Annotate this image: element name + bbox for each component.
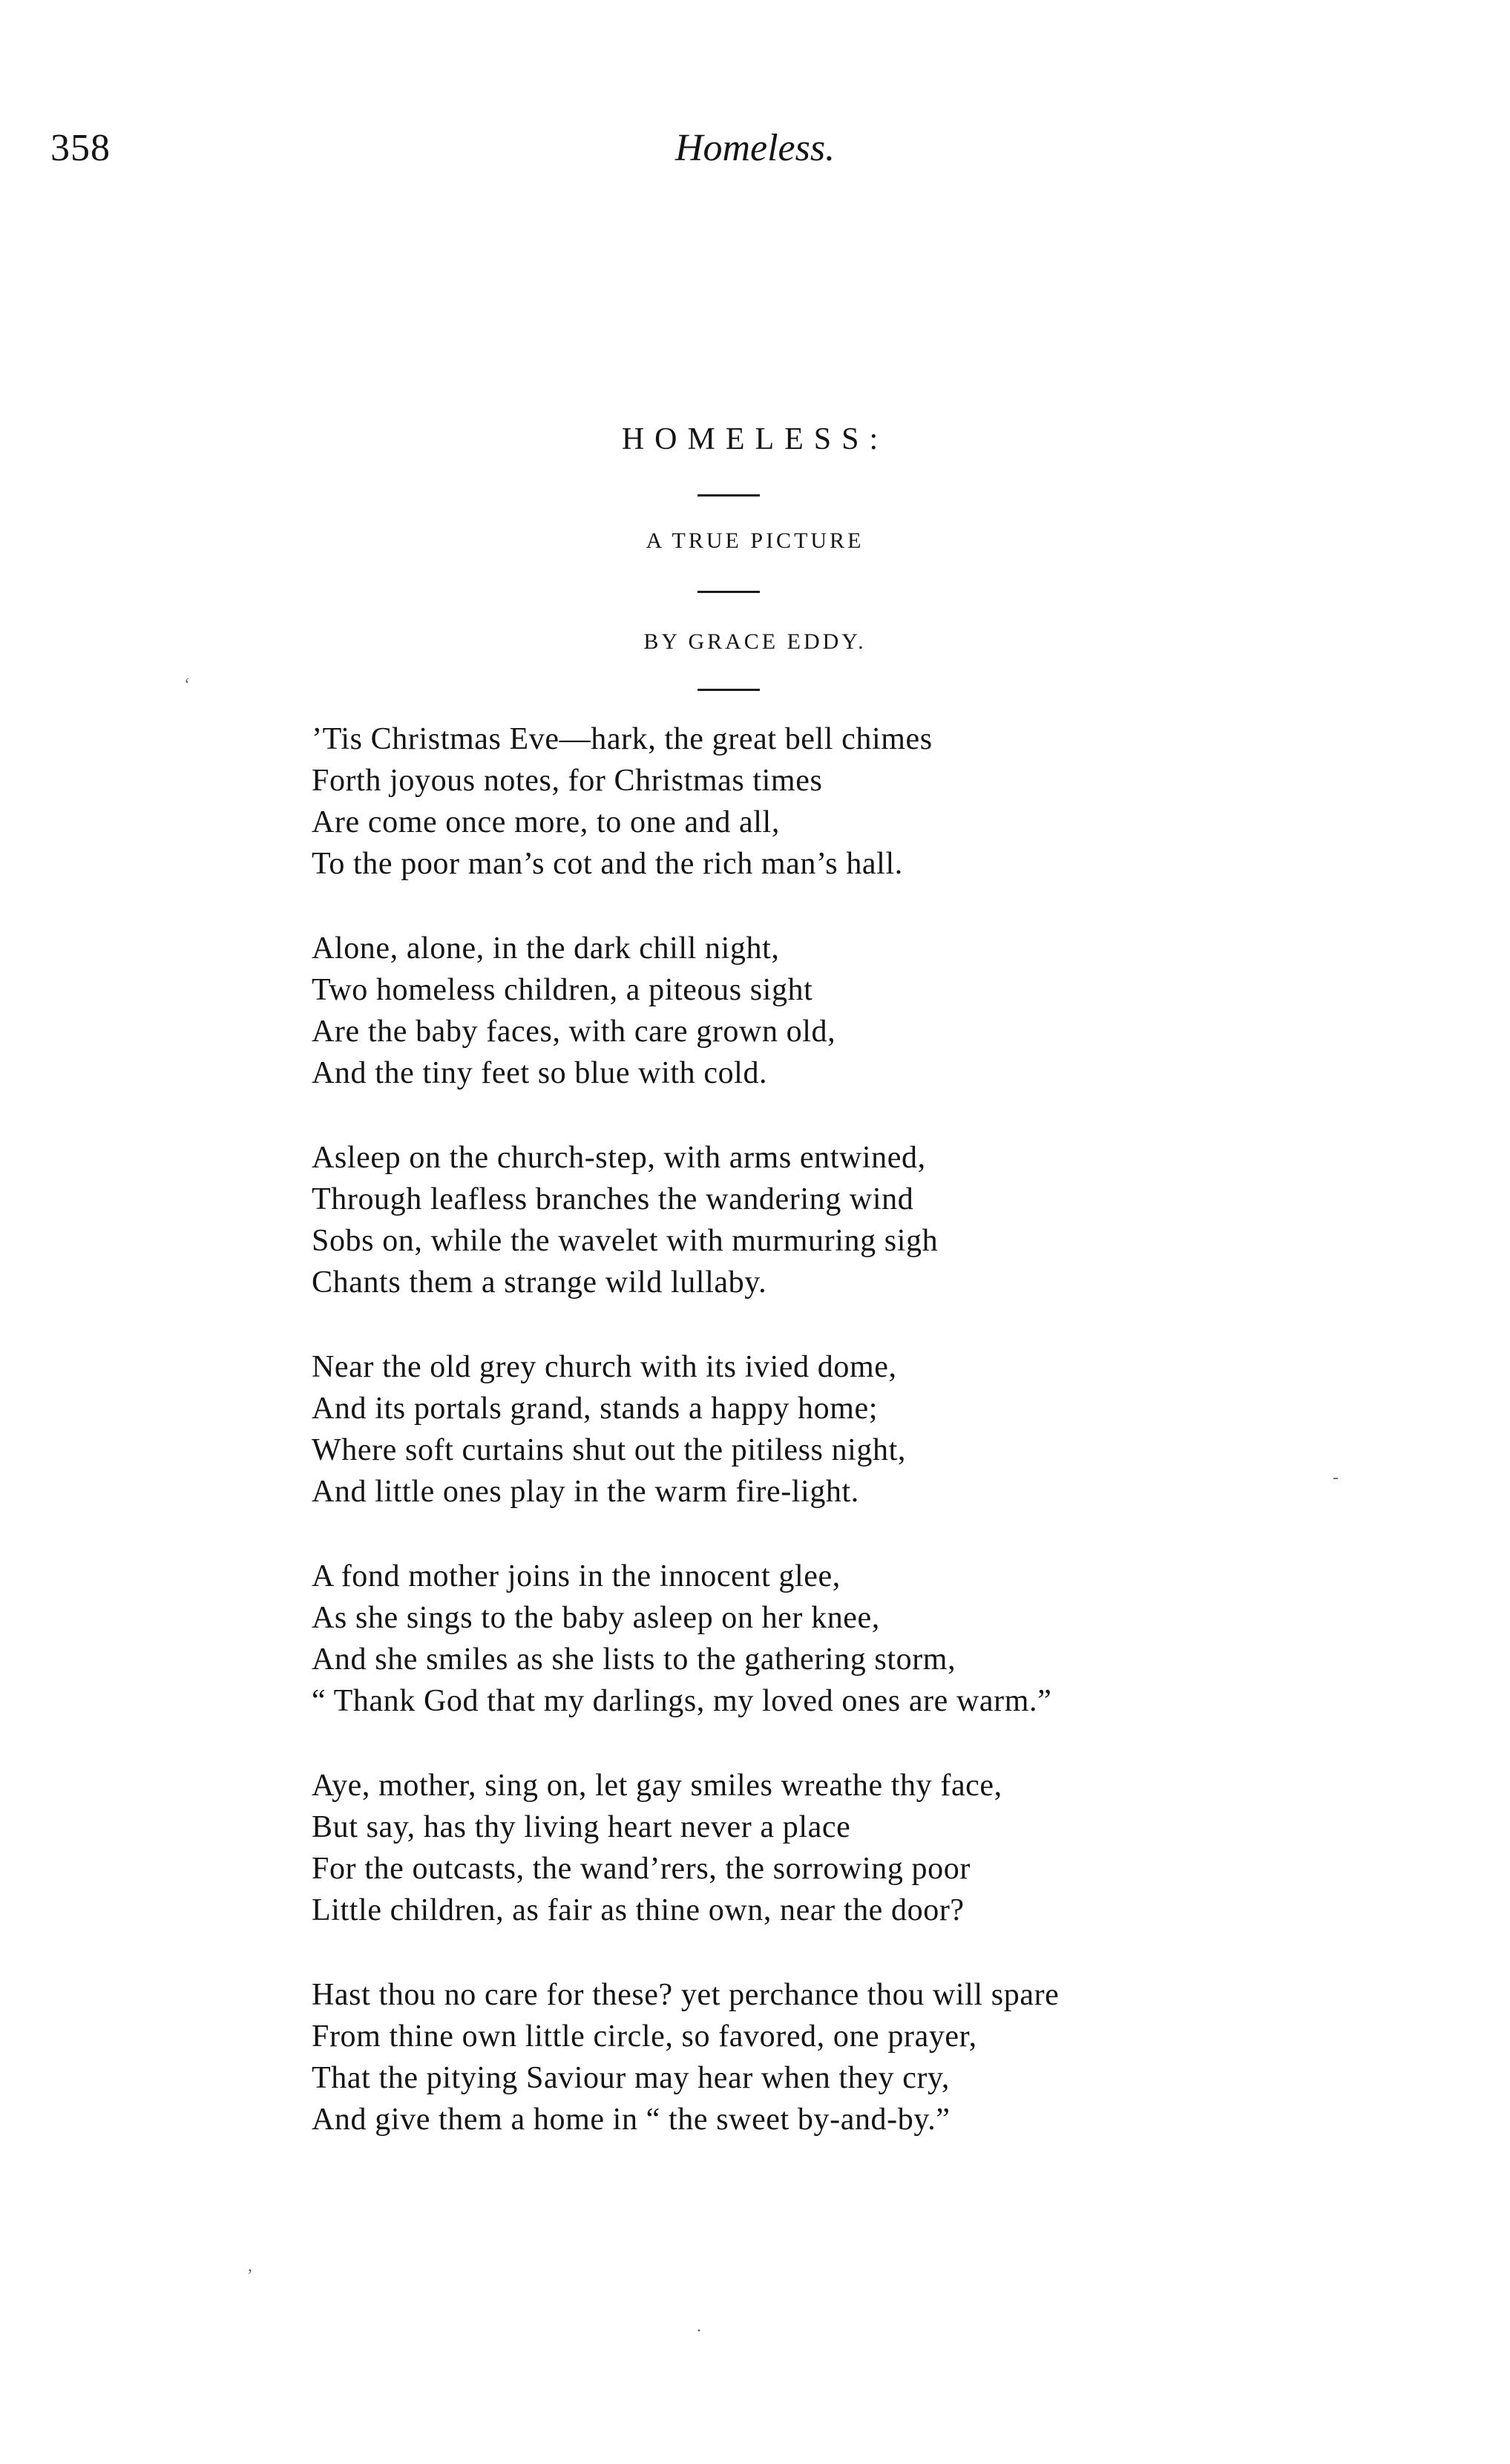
poem-line: Sobs on, while the wavelet with murmuring sigh (312, 1224, 939, 1258)
poem-byline: BY GRACE EDDY. (643, 629, 867, 654)
poem-line: Where soft curtains shut out the pitiless night, (312, 1433, 907, 1467)
poem-subtitle: A TRUE PICTURE (646, 528, 864, 553)
poem-line: For the outcasts, the wand’rers, the sorrowing poor (312, 1852, 971, 1886)
running-title: Homeless. (674, 127, 836, 169)
print-speck: , (248, 2256, 252, 2275)
stanza-2 (312, 928, 1499, 1094)
stanza-3 (312, 1137, 1499, 1303)
poem-line: And give them a home in “ the sweet by-and-by.” (312, 2103, 951, 2137)
poem-line: That the pitying Saviour may hear when they cry, (312, 2061, 951, 2095)
print-speck: ‘ (184, 675, 190, 695)
stanza-6 (312, 1765, 1499, 1931)
poem-line: Are come once more, to one and all, (312, 805, 780, 839)
poem-line: Asleep on the church-step, with arms entwined, (312, 1141, 926, 1175)
byline-divider (697, 689, 760, 691)
poem-line: Little children, as fair as thine own, near the door? (312, 1893, 965, 1927)
poem-line: Forth joyous notes, for Christmas times (312, 764, 823, 798)
stanza-1 (312, 718, 1499, 885)
poem-line: Chants them a strange wild lullaby. (312, 1265, 767, 1300)
title-divider (697, 494, 760, 497)
poem-body (312, 718, 1499, 2183)
poem-line: Are the baby faces, with care grown old, (312, 1015, 836, 1049)
poem-line: And the tiny feet so blue with cold. (312, 1056, 768, 1090)
poem-line: Hast thou no care for these? yet perchance thou will spare (312, 1978, 1060, 2012)
poem-line: And little ones play in the warm fire-light. (312, 1475, 859, 1509)
stanza-4 (312, 1346, 1499, 1513)
subtitle-divider (697, 591, 760, 593)
poem-line: Through leafless branches the wandering wind (312, 1182, 914, 1216)
page-number: 358 (50, 127, 111, 169)
poem-line: And she smiles as she lists to the gathering storm, (312, 1642, 956, 1677)
poem-line: But say, has thy living heart never a place (312, 1810, 851, 1844)
stanza-5 (312, 1556, 1499, 1722)
poem-line: Two homeless children, a piteous sight (312, 973, 813, 1007)
print-speck: · (696, 2322, 702, 2341)
stanza-7 (312, 1974, 1499, 2140)
poem-line: Near the old grey church with its ivied dome, (312, 1350, 897, 1384)
poem-line: Alone, alone, in the dark chill night, (312, 931, 780, 966)
poem-line: Aye, mother, sing on, let gay smiles wreathe thy face, (312, 1769, 1002, 1803)
poem-line: And its portals grand, stands a happy home; (312, 1392, 879, 1426)
poem-line: To the poor man’s cot and the rich man’s hall. (312, 847, 903, 881)
poem-line: ’Tis Christmas Eve—hark, the great bell chimes (312, 722, 933, 756)
poem-title: HOMELESS: (621, 422, 889, 456)
poem-line: From thine own little circle, so favored, one prayer, (312, 2019, 977, 2054)
poem-line: As she sings to the baby asleep on her knee, (312, 1601, 880, 1635)
poem-line: A fond mother joins in the innocent glee, (312, 1559, 841, 1593)
print-speck: - (1333, 1468, 1339, 1487)
poem-line: “ Thank God that my darlings, my loved ones are warm.” (312, 1684, 1052, 1718)
